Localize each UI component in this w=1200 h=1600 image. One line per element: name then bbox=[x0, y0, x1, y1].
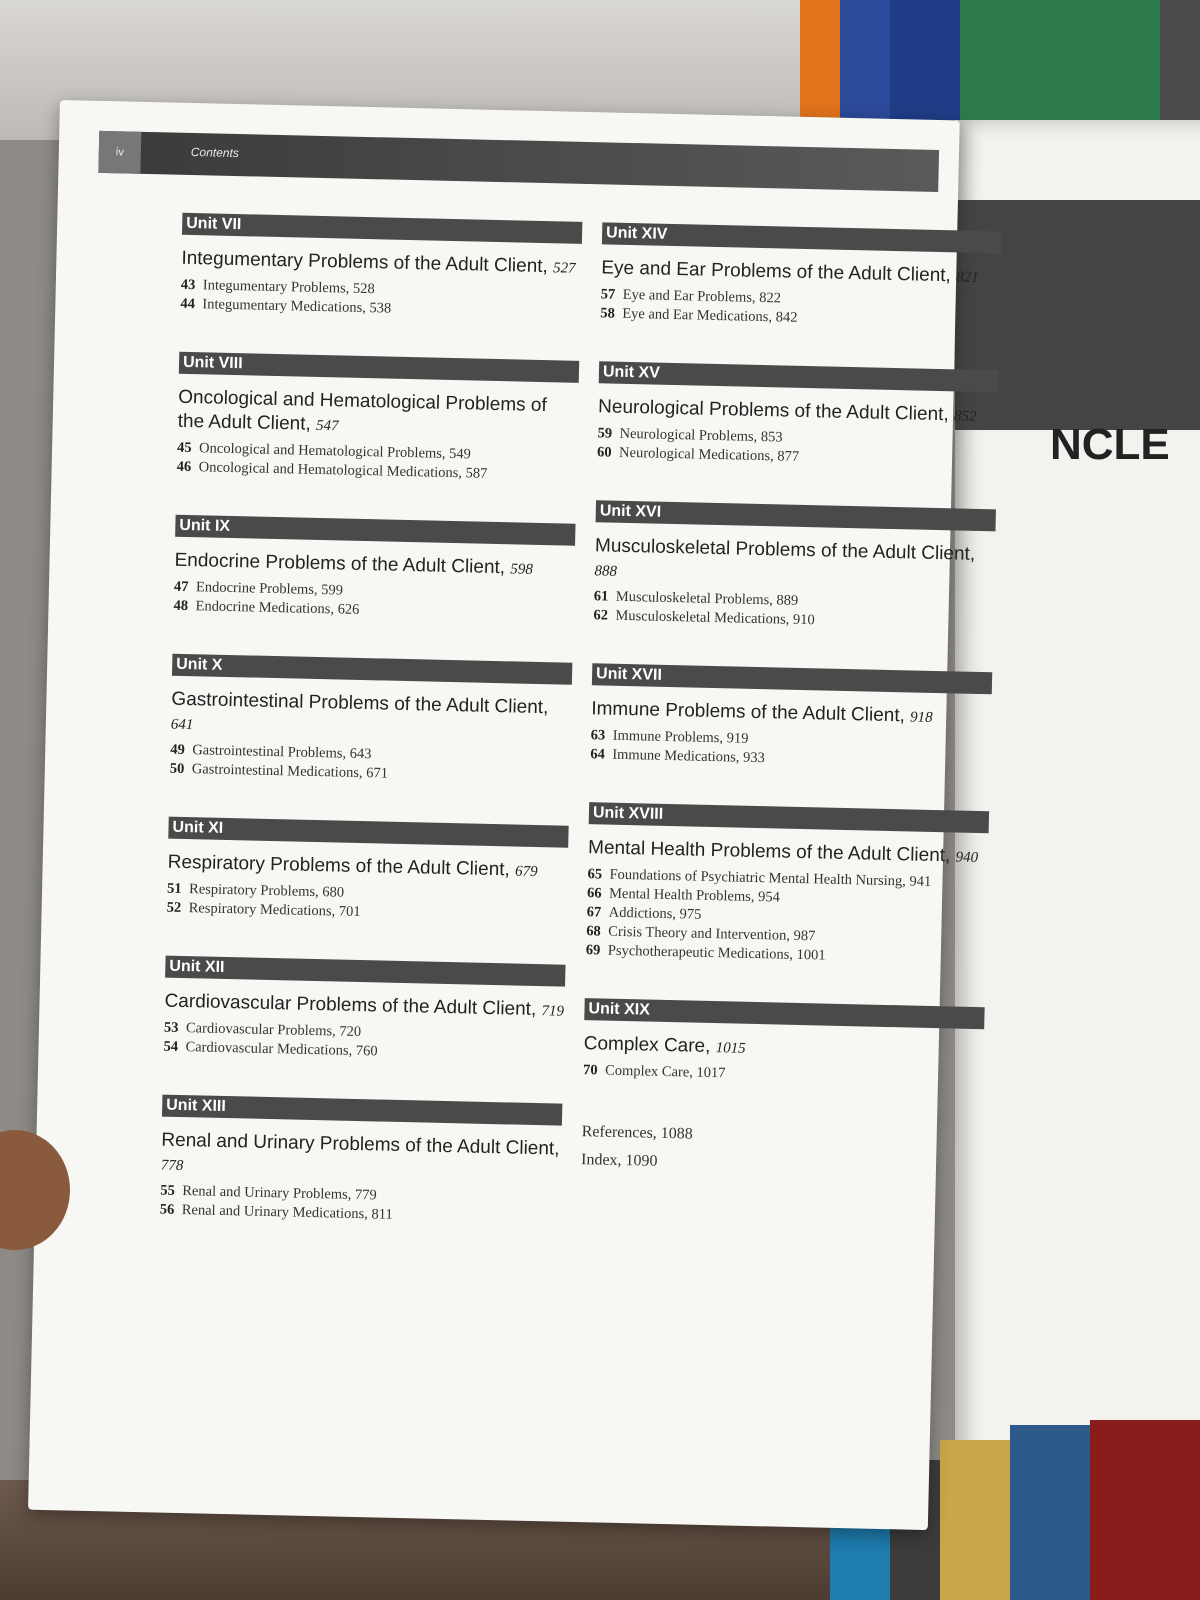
unit-title-text: Renal and Urinary Problems of the Adult Client, bbox=[161, 1129, 560, 1160]
unit-title bbox=[164, 990, 564, 1024]
chapter-title: Neurological Problems, 853 bbox=[619, 425, 783, 446]
chapter-title: Cardiovascular Problems, 720 bbox=[185, 1020, 362, 1041]
chapter-title: Complex Care, 1017 bbox=[604, 1062, 726, 1082]
chapter-number: 51 bbox=[166, 880, 182, 897]
book-darkblue bbox=[890, 0, 960, 125]
chapter-number: 55 bbox=[160, 1182, 175, 1199]
unit-label: Unit XV bbox=[599, 361, 999, 392]
unit-title bbox=[181, 247, 581, 281]
spine-red bbox=[1090, 1420, 1200, 1600]
back-matter-entry: Index, 1090 bbox=[580, 1151, 658, 1170]
unit-page-number: 940 bbox=[955, 849, 979, 867]
unit-page-number: 547 bbox=[315, 417, 339, 435]
unit-title-text: Complex Care, bbox=[583, 1033, 711, 1057]
back-matter-entry: References, 1088 bbox=[581, 1123, 693, 1143]
unit-page-number: 679 bbox=[514, 863, 538, 881]
chapter-list bbox=[173, 578, 574, 625]
chapter-title: Cardiovascular Medications, 760 bbox=[185, 1039, 378, 1060]
unit-page-number: 888 bbox=[594, 563, 618, 580]
book-blue bbox=[840, 0, 890, 125]
chapter-title: Immune Problems, 919 bbox=[612, 727, 749, 747]
unit-section bbox=[160, 1095, 563, 1229]
chapter-title: Endocrine Problems, 599 bbox=[195, 579, 344, 599]
chapter-title: Musculoskeletal Medications, 910 bbox=[615, 607, 815, 629]
unit-section bbox=[600, 222, 1002, 332]
chapter-title: Crisis Theory and Intervention, 987 bbox=[608, 923, 816, 945]
unit-label: Unit VII bbox=[182, 213, 582, 244]
unit-page-number: 527 bbox=[552, 260, 576, 277]
chapter-title: Renal and Urinary Medications, 811 bbox=[181, 1202, 393, 1223]
chapter-list bbox=[180, 276, 581, 323]
chapter-number: 60 bbox=[596, 444, 612, 461]
chapter-title: Integumentary Medications, 538 bbox=[202, 296, 392, 317]
chapter-list bbox=[160, 1182, 561, 1229]
chapter-list bbox=[170, 741, 571, 788]
chapter-number: 57 bbox=[600, 286, 616, 303]
bookshelf bbox=[780, 0, 1200, 130]
chapter-title: Immune Medications, 933 bbox=[612, 746, 766, 767]
chapter-number: 61 bbox=[593, 588, 609, 605]
unit-title bbox=[583, 1032, 983, 1066]
chapter-list bbox=[600, 285, 1001, 332]
right-column bbox=[581, 222, 1002, 1183]
left-column bbox=[159, 213, 583, 1267]
page-header bbox=[98, 131, 939, 192]
unit-title bbox=[594, 534, 995, 592]
chapter-title: Oncological and Hematological Medications, 587 bbox=[198, 459, 488, 482]
chapter-number: 59 bbox=[597, 425, 613, 442]
chapter-number: 48 bbox=[173, 597, 189, 615]
unit-title-text: Musculoskeletal Problems of the Adult Client, bbox=[594, 535, 976, 565]
unit-section bbox=[166, 817, 568, 927]
unit-page-number: 719 bbox=[541, 1003, 565, 1020]
chapter-number: 46 bbox=[176, 458, 192, 476]
chapter-entry bbox=[583, 1061, 983, 1089]
chapter-number: 53 bbox=[163, 1019, 179, 1036]
unit-title bbox=[591, 697, 991, 731]
chapter-number: 64 bbox=[590, 746, 605, 763]
unit-title-text: Endocrine Problems of the Adult Client, bbox=[174, 549, 506, 579]
adjacent-page-text: NCLE bbox=[1050, 420, 1170, 469]
book-orange bbox=[800, 0, 840, 125]
header-label: Contents bbox=[190, 144, 240, 161]
chapter-number: 49 bbox=[170, 741, 185, 758]
unit-title bbox=[588, 836, 988, 870]
unit-page-number: 778 bbox=[160, 1157, 184, 1175]
chapter-number: 68 bbox=[586, 923, 601, 940]
chapter-list bbox=[597, 424, 998, 471]
chapter-number: 70 bbox=[582, 1062, 598, 1079]
unit-title-text: Mental Health Problems of the Adult Client, bbox=[587, 837, 951, 867]
chapter-list bbox=[583, 1061, 983, 1089]
unit-section bbox=[173, 515, 575, 625]
chapter-number: 63 bbox=[590, 727, 606, 744]
unit-page-number: 918 bbox=[909, 709, 933, 726]
chapter-list bbox=[163, 1019, 564, 1066]
unit-label: Unit XII bbox=[165, 956, 565, 987]
unit-label: Unit IX bbox=[175, 515, 575, 546]
unit-section bbox=[593, 500, 996, 634]
unit-title bbox=[601, 256, 1001, 290]
chapter-list bbox=[166, 880, 567, 927]
chapter-number: 58 bbox=[600, 305, 615, 322]
chapter-title: Addictions, 975 bbox=[608, 904, 702, 923]
chapter-number: 62 bbox=[593, 607, 609, 624]
chapter-number: 54 bbox=[163, 1038, 179, 1055]
chapter-title: Foundations of Psychiatric Mental Health Nursing, 941 bbox=[609, 866, 932, 890]
unit-title bbox=[161, 1129, 562, 1187]
unit-page-number: 821 bbox=[955, 269, 979, 286]
chapter-title: Respiratory Medications, 701 bbox=[188, 900, 361, 921]
chapter-number: 66 bbox=[586, 885, 602, 902]
chapter-number: 67 bbox=[586, 904, 602, 921]
unit-label: Unit XIX bbox=[584, 998, 984, 1029]
book-gray bbox=[1160, 0, 1200, 125]
unit-title-text: Neurological Problems of the Adult Client, bbox=[597, 396, 949, 426]
unit-section bbox=[586, 802, 989, 969]
unit-label: Unit X bbox=[172, 654, 572, 685]
page-number: iv bbox=[98, 131, 141, 174]
chapter-title: Oncological and Hematological Problems, 549 bbox=[198, 440, 472, 463]
chapter-title: Gastrointestinal Medications, 671 bbox=[191, 761, 389, 782]
chapter-list bbox=[586, 865, 988, 969]
chapter-number: 43 bbox=[180, 276, 196, 294]
chapter-number: 69 bbox=[585, 942, 601, 959]
unit-label: Unit VIII bbox=[179, 352, 579, 383]
chapter-list bbox=[593, 587, 994, 634]
unit-label: Unit XVI bbox=[596, 500, 996, 531]
chapter-number: 50 bbox=[169, 760, 185, 777]
chapter-title: Eye and Ear Medications, 842 bbox=[622, 305, 798, 326]
unit-page-number: 852 bbox=[953, 408, 977, 425]
chapter-title: Eye and Ear Problems, 822 bbox=[622, 286, 782, 307]
unit-title-text: Gastrointestinal Problems of the Adult Client, bbox=[171, 688, 549, 719]
chapter-number: 65 bbox=[587, 866, 603, 883]
chapter-title: Mental Health Problems, 954 bbox=[608, 885, 781, 906]
chapter-title: Neurological Medications, 877 bbox=[618, 444, 800, 465]
chapter-title: Respiratory Problems, 680 bbox=[188, 881, 345, 901]
chapter-number: 44 bbox=[180, 295, 196, 313]
chapter-title: Psychotherapeutic Medications, 1001 bbox=[607, 942, 826, 964]
unit-title-text: Cardiovascular Problems of the Adult Client, bbox=[164, 990, 537, 1021]
unit-page-number: 1015 bbox=[715, 1040, 746, 1057]
chapter-title: Endocrine Medications, 626 bbox=[195, 598, 360, 618]
unit-title-text: Immune Problems of the Adult Client, bbox=[591, 698, 906, 727]
unit-section bbox=[163, 956, 565, 1066]
chapter-title: Gastrointestinal Problems, 643 bbox=[192, 742, 372, 763]
unit-title-text: Integumentary Problems of the Adult Client, bbox=[181, 247, 549, 278]
unit-title bbox=[177, 386, 578, 444]
contents-page bbox=[28, 100, 979, 1530]
unit-title bbox=[171, 688, 572, 746]
chapter-list bbox=[176, 439, 577, 486]
unit-title-text: Respiratory Problems of the Adult Client, bbox=[167, 851, 511, 881]
chapter-title: Renal and Urinary Problems, 779 bbox=[182, 1183, 377, 1204]
back-matter-list bbox=[581, 1118, 982, 1183]
unit-section bbox=[180, 213, 582, 323]
unit-page-number: 641 bbox=[170, 716, 194, 734]
chapter-number: 47 bbox=[173, 578, 189, 596]
unit-section bbox=[583, 998, 985, 1089]
chapter-title: Musculoskeletal Problems, 889 bbox=[615, 588, 799, 609]
chapter-number: 52 bbox=[166, 899, 182, 916]
unit-section bbox=[170, 654, 573, 788]
unit-label: Unit XI bbox=[168, 817, 568, 848]
spine-gold bbox=[940, 1440, 1010, 1600]
chapter-number: 45 bbox=[176, 439, 192, 457]
unit-section bbox=[597, 361, 999, 471]
unit-title bbox=[174, 549, 574, 583]
unit-section bbox=[176, 352, 579, 486]
unit-label: Unit XIII bbox=[162, 1095, 562, 1126]
chapter-list bbox=[590, 726, 991, 773]
unit-title-text: Eye and Ear Problems of the Adult Client, bbox=[601, 257, 952, 287]
unit-title bbox=[167, 851, 567, 885]
unit-section bbox=[590, 663, 992, 773]
spine-navy bbox=[1010, 1425, 1090, 1600]
unit-label: Unit XIV bbox=[602, 222, 1002, 253]
unit-title bbox=[598, 395, 998, 429]
book-green bbox=[960, 0, 1160, 125]
chapter-number: 56 bbox=[159, 1201, 175, 1218]
unit-label: Unit XVII bbox=[592, 663, 992, 694]
unit-title-text: Oncological and Hematological Problems of the Adult Client, bbox=[177, 386, 548, 435]
unit-label: Unit XVIII bbox=[589, 802, 989, 833]
unit-page-number: 598 bbox=[510, 561, 534, 578]
chapter-title: Integumentary Problems, 528 bbox=[202, 277, 375, 298]
